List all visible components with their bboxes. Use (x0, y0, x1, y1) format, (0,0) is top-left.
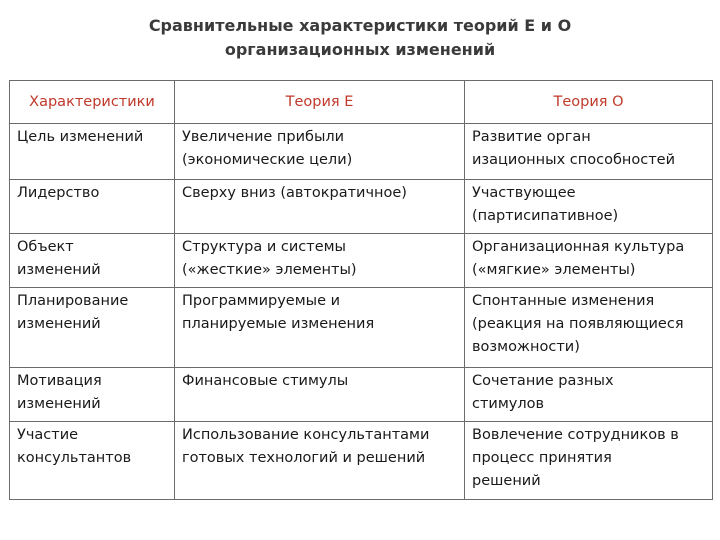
cell-theory-e (175, 368, 465, 422)
title-line-2: организационных изменений (224, 40, 496, 59)
cell-theory-e (175, 180, 465, 234)
cell-theory-o (465, 422, 713, 500)
cell-theory-o-line: Организационная культура (472, 239, 685, 255)
cell-theory-o-line: Сочетание разных (472, 373, 614, 389)
cell-theory-e-line: Использование консультантами (182, 427, 430, 443)
title-line-1: Сравнительные характеристики теорий E и O (148, 16, 572, 35)
row-label (10, 124, 175, 180)
row-label-line: Планирование (17, 293, 129, 309)
table-row (10, 288, 713, 368)
header-theory-o: Теория O (465, 81, 713, 124)
row-label-line: изменений (17, 396, 101, 412)
table-row (10, 180, 713, 234)
cell-theory-e-line: готовых технологий и решений (182, 450, 426, 466)
cell-theory-o-line: Развитие орган (472, 129, 591, 145)
cell-theory-o-line: решений (472, 473, 541, 489)
row-label (10, 288, 175, 368)
cell-theory-o (465, 234, 713, 288)
cell-theory-e-line: («жесткие» элементы) (182, 262, 357, 278)
cell-theory-o (465, 288, 713, 368)
row-label-line: Участие (17, 427, 79, 443)
cell-theory-o (465, 180, 713, 234)
cell-theory-e-line: (экономические цели) (182, 152, 353, 168)
cell-theory-o-line: («мягкие» элементы) (472, 262, 636, 278)
row-label-line: изменений (17, 316, 101, 332)
row-label-line: Лидерство (17, 185, 100, 201)
cell-theory-o-line: возможности) (472, 339, 580, 355)
cell-theory-o-line: процесс принятия (472, 450, 612, 466)
table-row (10, 422, 713, 500)
row-label-line: консультантов (17, 450, 132, 466)
cell-theory-e (175, 124, 465, 180)
table-row (10, 234, 713, 288)
row-label-line: Мотивация (17, 373, 102, 389)
cell-theory-e-line: Сверху вниз (автократичное) (182, 185, 407, 201)
cell-theory-o-line: Участвующее (472, 185, 576, 201)
row-label (10, 234, 175, 288)
cell-theory-o-line: Вовлечение сотрудников в (472, 427, 679, 443)
row-label-line: Цель изменений (17, 129, 144, 145)
cell-theory-o (465, 124, 713, 180)
cell-theory-o (465, 368, 713, 422)
header-theory-e: Теория E (175, 81, 465, 124)
cell-theory-e-line: Программируемые и (182, 293, 341, 309)
row-label (10, 180, 175, 234)
header-characteristics: Характеристики (10, 81, 175, 124)
cell-theory-o-line: Спонтанные изменения (472, 293, 655, 309)
cell-theory-e (175, 422, 465, 500)
row-label-line: Объект (17, 239, 74, 255)
cell-theory-e-line: Увеличение прибыли (182, 129, 345, 145)
cell-theory-o-line: (реакция на появляющиеся (472, 316, 684, 332)
row-label (10, 422, 175, 500)
table-header-row (10, 81, 713, 124)
comparison-table (9, 80, 713, 500)
cell-theory-e (175, 288, 465, 368)
cell-theory-e (175, 234, 465, 288)
table-row (10, 124, 713, 180)
cell-theory-o-line: изационных способностей (472, 152, 676, 168)
row-label (10, 368, 175, 422)
table-row (10, 368, 713, 422)
cell-theory-e-line: Финансовые стимулы (182, 373, 349, 389)
row-label-line: изменений (17, 262, 101, 278)
cell-theory-e-line: планируемые изменения (182, 316, 375, 332)
cell-theory-o-line: стимулов (472, 396, 545, 412)
cell-theory-o-line: (партисипативное) (472, 208, 619, 224)
page-title (0, 14, 720, 62)
cell-theory-e-line: Структура и системы (182, 239, 346, 255)
